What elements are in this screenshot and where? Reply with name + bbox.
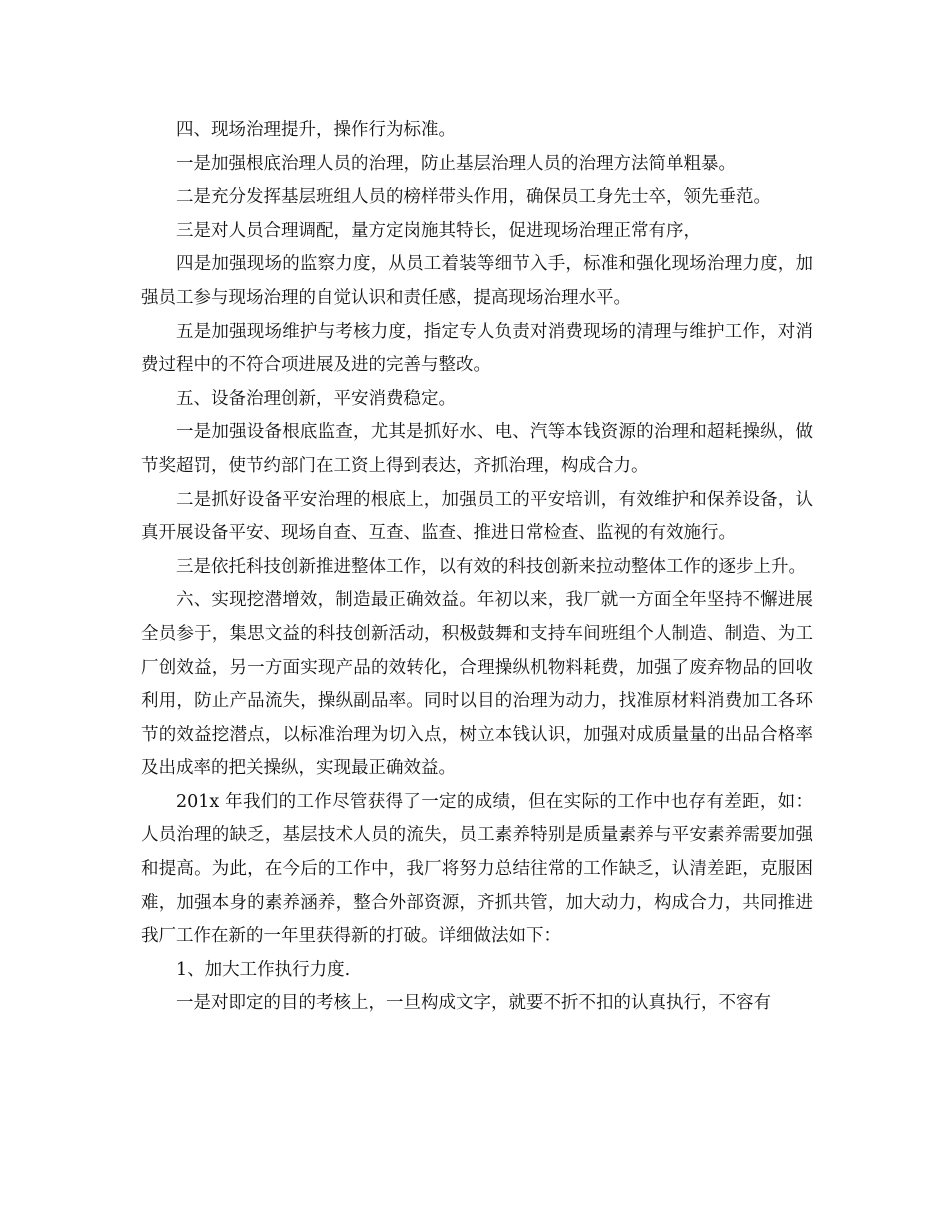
paragraph: 三是对人员合理调配，量方定岗施其特长，促进现场治理正常有序，: [176, 220, 701, 241]
paragraph: 一是加强设备根底监查，尤其是抓好水、电、汽等本钱资源的治理和超耗操纵，做节奖超罚，使节约部门在工资上得到表达，齐抓治理，构成合力。: [141, 422, 813, 476]
paragraph-section-5-heading: 五、设备治理创新，平安消费稳定。: [176, 388, 456, 409]
paragraph: 四是加强现场的监察力度，从员工着装等细节入手，标准和强化现场治理力度，加强员工参与现场治理的自觉认识和责任感，提高现场治理水平。: [141, 254, 813, 308]
paragraph: 三是依托科技创新推进整体工作，以有效的科技创新来拉动整体工作的逐步上升。: [176, 556, 806, 577]
paragraph: 二是抓好设备平安治理的根底上，加强员工的平安培训，有效维护和保养设备，认真开展设备平安、现场自查、互查、监查、推进日常检查、监视的有效施行。: [141, 489, 813, 544]
paragraph: 一是对即定的目的考核上，一旦构成文字，就要不折不扣的认真执行，不容有: [176, 993, 771, 1014]
paragraph: 五是加强现场维护与考核力度，指定专人负责对消费现场的清理与维护工作，对消费过程中的不符合项进展及进的完善与整改。: [141, 321, 813, 376]
paragraph-section-6: 六、实现挖潜增效，制造最正确效益。年初以来，我厂就一方面全年坚持不懈进展全员参于，集思文益的科技创新活动，积极鼓舞和支持车间班组个人制造、制造、为工厂创效益，另一方面实现产品的效转化，合理操纵机物料耗费，加强了废弃物品的回收利用，防止产品流失，操纵副品率。同时以目的治理为动力，找准原材料消费加工各环节的效益挖潜点，以标准治理为切入点，树立本钱认识，加强对成质量量的出品合格率及出成率的把关操纵，实现最正确效益。: [141, 590, 813, 779]
paragraph: 一是加强根底治理人员的治理，防止基层治理人员的治理方法简单粗暴。: [176, 153, 736, 174]
document-body: [141, 114, 813, 1021]
paragraph-section-4-heading: 四、现场治理提升，操作行为标准。: [176, 120, 456, 140]
paragraph: 二是充分发挥基层班组人员的榜样带头作用，确保员工身先士卒，领先垂范。: [176, 187, 771, 208]
paragraph-item-1-heading: 1、加大工作执行力度.: [176, 959, 351, 980]
paragraph: 201x 年我们的工作尽管获得了一定的成绩，但在实际的工作中也存有差距，如：人员治理的缺乏，基层技术人员的流失，员工素养特别是质量素养与平安素养需要加强和提高。为此，在今后的工作中，我厂将努力总结往常的工作缺乏，认清差距，克服困难，加强本身的素养涵养，整合外部资源，齐抓共管，加大动力，构成合力，共同推进我厂工作在新的一年里获得新的打破。详细做法如下：: [141, 791, 813, 947]
